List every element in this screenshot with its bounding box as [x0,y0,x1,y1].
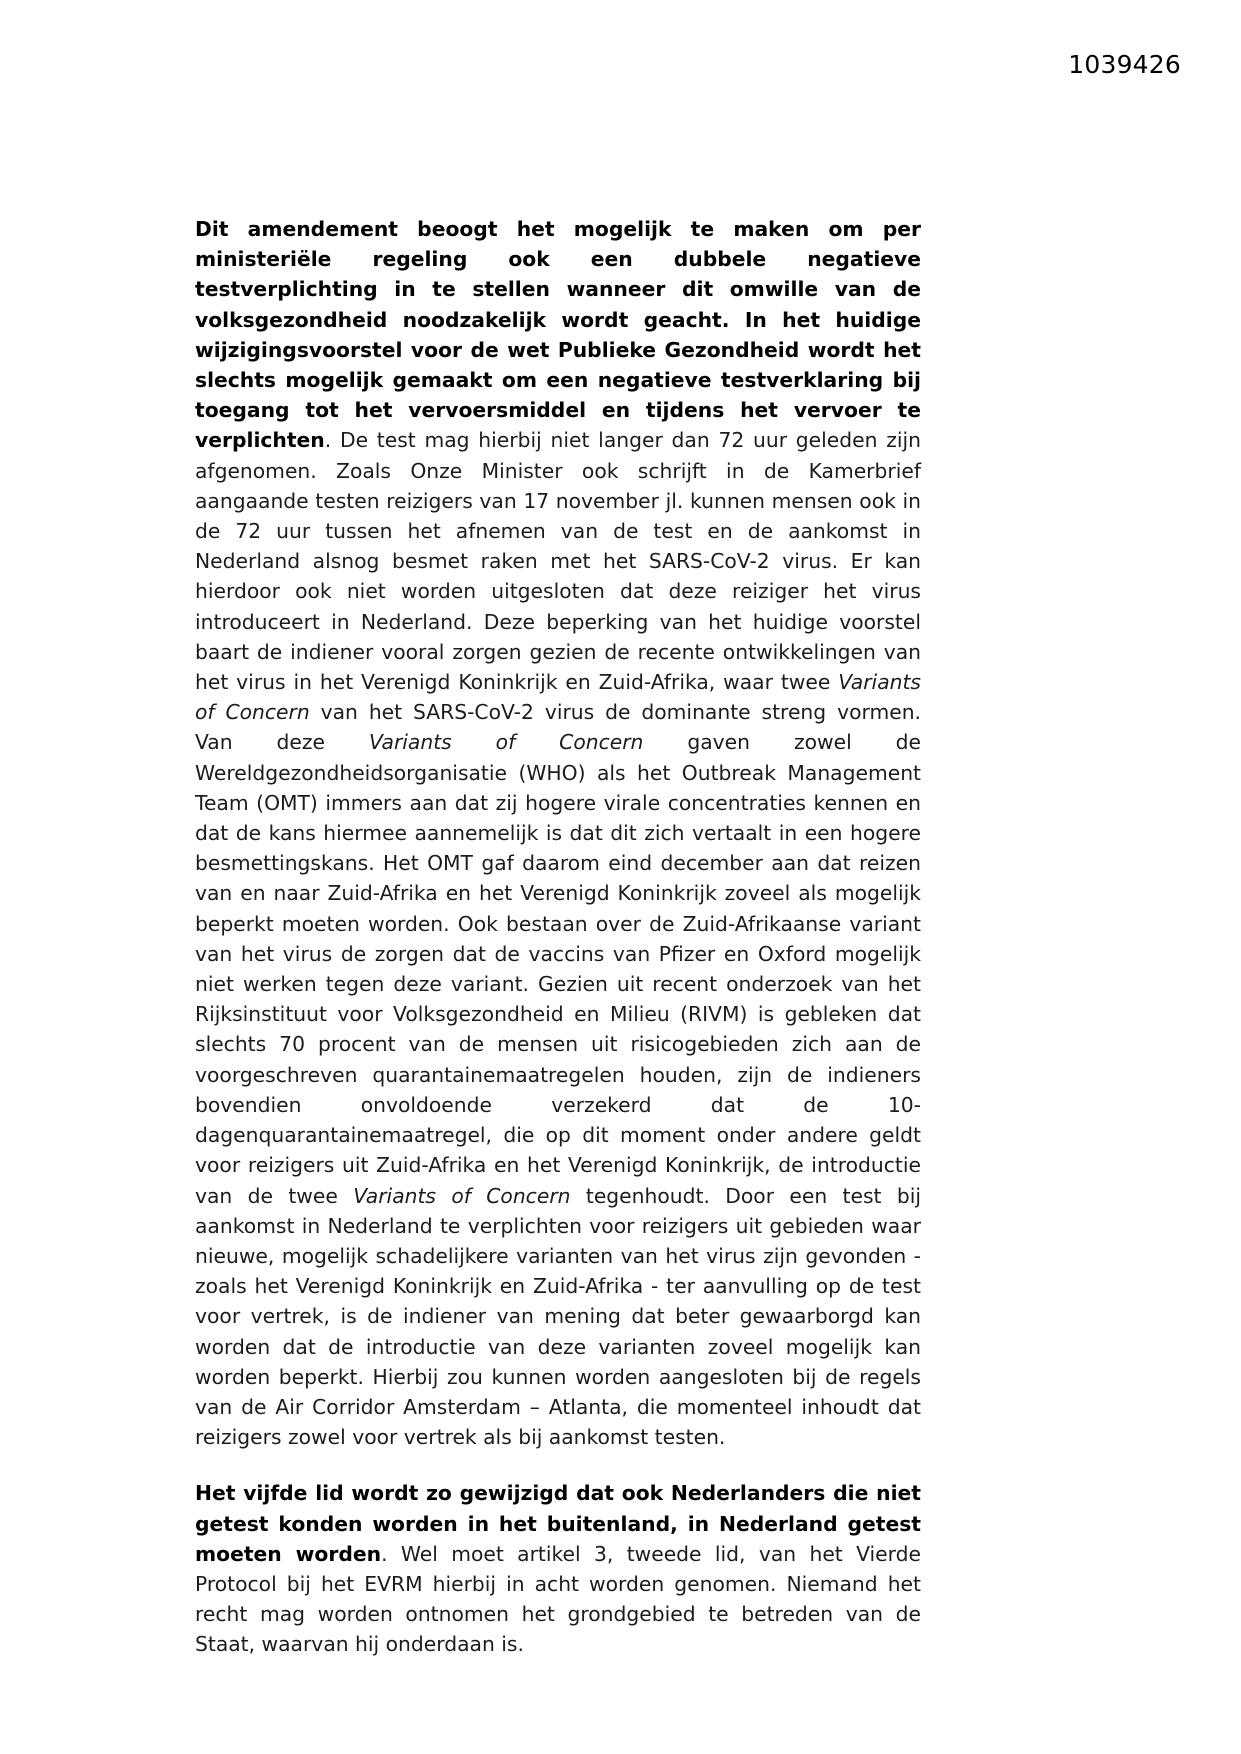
document-body [195,214,921,1660]
paragraph-2 [195,1478,921,1659]
paragraph-1-italic-1: Variants of Concern [195,670,921,725]
paragraph-1-italic-2: Variants of Concern [368,730,644,755]
paragraph-2-run-1: . Wel moet artikel 3, tweede lid, van het Vierde Protocol bij het EVRM hierbij in acht worden genomen. Niemand het recht mag worden ontnomen het grondgebied te betreden van de Staat, waarvan hij onderdaan is. [195,1541,921,1657]
paragraph-1 [195,214,921,1452]
paragraph-1-run-2: van het SARS-CoV-2 virus de dominante streng vormen. Van deze [195,700,921,755]
paragraph-1-italic-3: Variants of Concern [353,1183,571,1208]
paragraph-1-run-1: . De test mag hierbij niet langer dan 72 uur geleden zijn afgenomen. Zoals Onze Minister ook schrijft in de Kamerbrief aangaande testen reizigers van 17 november jl. kunnen mensen ook in de 72 uur tussen het afnemen van de test en de aankomst in Nederland alsnog besmet raken met het SARS-CoV-2 virus. Er kan hierdoor ook niet worden uitgesloten dat deze reiziger het virus introduceert in Nederland. Deze beperking van het huidige voorstel baart de indiener vooral zorgen gezien de recente ontwikkelingen van het virus in het Verenigd Koninkrijk en Zuid-Afrika, waar twee [195,428,921,695]
paragraph-1-bold-lead: Dit amendement beoogt het mogelijk te maken om per ministeriële regeling ook een dubbele negatieve testverplichting in te stellen wanneer dit omwille van de volksgezondheid noodzakelijk wordt geacht. In het huidige wijzigingsvoorstel voor de wet Publieke Gezondheid wordt het slechts mogelijk gemaakt om een negatieve testverklaring bij toegang tot het vervoersmiddel en tijdens het vervoer te verplichten [195,217,921,453]
paragraph-2-bold-lead: Het vijfde lid wordt zo gewijzigd dat ook Nederlanders die niet getest konden worden in het buitenland, in Nederland getest moeten worden [195,1481,921,1566]
paragraph-1-run-4: tegenhoudt. Door een test bij aankomst in Nederland te verplichten voor reizigers uit gebieden waar nieuwe, mogelijk schadelijkere varianten van het virus zijn gevonden - zoals het Verenigd Koninkrijk en Zuid-Afrika - ter aanvulling op de test voor vertrek, is de indiener van mening dat beter gewaarborgd kan worden dat de introductie van deze varianten zoveel mogelijk kan worden beperkt. Hierbij zou kunnen worden aangesloten bij de regels van de Air Corridor Amsterdam – Atlanta, die momenteel inhoudt dat reizigers zowel voor vertrek als bij aankomst testen. [195,1183,922,1450]
paragraph-1-run-3: gaven zowel de Wereldgezondheidsorganisatie (WHO) als het Outbreak Management Team (OMT) immers aan dat zij hogere virale concentraties kennen en dat de kans hiermee aannemelijk is dat dit zich vertaalt in een hogere besmettingskans. Het OMT gaf daarom eind december aan dat reizen van en naar Zuid-Afrika en het Verenigd Koninkrijk zoveel als mogelijk beperkt moeten worden. Ook bestaan over de Zuid-Afrikaanse variant van het virus de zorgen dat de vaccins van Pfizer en Oxford mogelijk niet werken tegen deze variant. Gezien uit recent onderzoek van het Rijksinstituut voor Volksgezondheid en Milieu (RIVM) is gebleken dat slechts 70 procent van de mensen uit risicogebieden zich aan de voorgeschreven quarantainemaatregelen houden, zijn de indieners bovendien onvoldoende verzekerd dat de 10-dagenquarantainemaatregel, die op dit moment onder andere geldt voor reizigers uit Zuid-Afrika en het Verenigd Koninkrijk, de introductie van de twee [195,730,921,1208]
page-number: 1039426 [1068,50,1181,79]
